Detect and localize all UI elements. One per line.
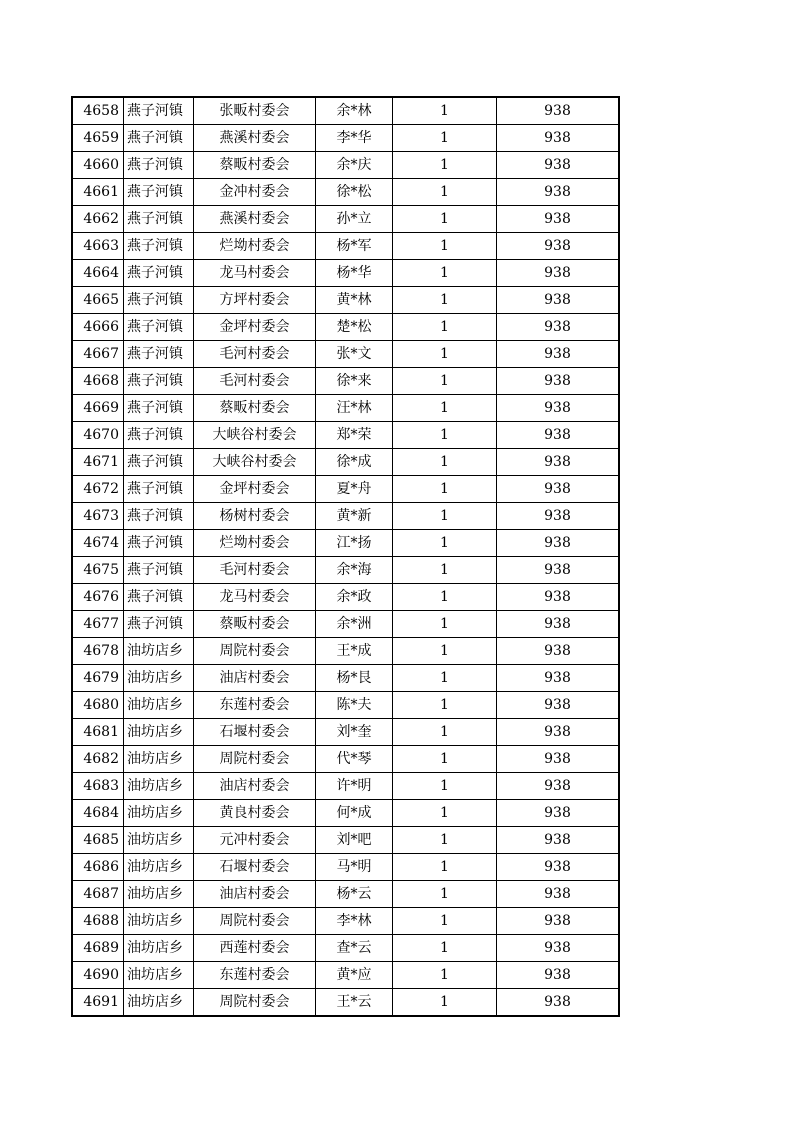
cell-town: 燕子河镇: [124, 584, 194, 611]
cell-quantity: 1: [393, 854, 497, 881]
table-row: [72, 368, 619, 395]
table-row: [72, 584, 619, 611]
cell-village: 油店村委会: [194, 773, 316, 800]
cell-name: 代*琴: [316, 746, 393, 773]
cell-town: 油坊店乡: [124, 773, 194, 800]
table-row: [72, 314, 619, 341]
cell-id: 4677: [72, 611, 124, 638]
table-row: [72, 908, 619, 935]
cell-id: 4678: [72, 638, 124, 665]
cell-id: 4683: [72, 773, 124, 800]
cell-quantity: 1: [393, 638, 497, 665]
cell-village: 金坪村委会: [194, 314, 316, 341]
cell-village: 石堰村委会: [194, 719, 316, 746]
cell-town: 油坊店乡: [124, 692, 194, 719]
cell-id: 4691: [72, 989, 124, 1017]
cell-name: 李*林: [316, 908, 393, 935]
cell-amount: 938: [497, 260, 620, 287]
cell-amount: 938: [497, 206, 620, 233]
cell-amount: 938: [497, 368, 620, 395]
cell-quantity: 1: [393, 935, 497, 962]
cell-amount: 938: [497, 908, 620, 935]
cell-town: 燕子河镇: [124, 449, 194, 476]
cell-quantity: 1: [393, 908, 497, 935]
cell-quantity: 1: [393, 746, 497, 773]
cell-id: 4686: [72, 854, 124, 881]
cell-name: 王*云: [316, 989, 393, 1017]
cell-id: 4679: [72, 665, 124, 692]
cell-name: 楚*松: [316, 314, 393, 341]
cell-town: 油坊店乡: [124, 638, 194, 665]
cell-id: 4663: [72, 233, 124, 260]
cell-quantity: 1: [393, 449, 497, 476]
cell-town: 油坊店乡: [124, 962, 194, 989]
cell-name: 黄*应: [316, 962, 393, 989]
table-row: [72, 152, 619, 179]
cell-quantity: 1: [393, 260, 497, 287]
cell-name: 徐*成: [316, 449, 393, 476]
cell-name: 杨*华: [316, 260, 393, 287]
cell-village: 石堰村委会: [194, 854, 316, 881]
cell-town: 燕子河镇: [124, 341, 194, 368]
cell-id: 4675: [72, 557, 124, 584]
cell-town: 油坊店乡: [124, 746, 194, 773]
cell-name: 江*扬: [316, 530, 393, 557]
cell-village: 周院村委会: [194, 989, 316, 1017]
cell-village: 龙马村委会: [194, 584, 316, 611]
table-row: [72, 962, 619, 989]
cell-id: 4680: [72, 692, 124, 719]
table-row: [72, 476, 619, 503]
cell-name: 余*林: [316, 97, 393, 125]
cell-village: 周院村委会: [194, 746, 316, 773]
cell-amount: 938: [497, 935, 620, 962]
cell-village: 毛河村委会: [194, 557, 316, 584]
table-row: [72, 800, 619, 827]
cell-village: 油店村委会: [194, 665, 316, 692]
cell-amount: 938: [497, 422, 620, 449]
cell-village: 金冲村委会: [194, 179, 316, 206]
cell-id: 4659: [72, 125, 124, 152]
cell-name: 何*成: [316, 800, 393, 827]
cell-quantity: 1: [393, 719, 497, 746]
table-row: [72, 773, 619, 800]
cell-village: 大峡谷村委会: [194, 449, 316, 476]
cell-village: 龙马村委会: [194, 260, 316, 287]
cell-town: 油坊店乡: [124, 908, 194, 935]
cell-name: 孙*立: [316, 206, 393, 233]
cell-id: 4690: [72, 962, 124, 989]
cell-id: 4670: [72, 422, 124, 449]
cell-amount: 938: [497, 152, 620, 179]
cell-id: 4658: [72, 97, 124, 125]
cell-village: 黄良村委会: [194, 800, 316, 827]
cell-id: 4662: [72, 206, 124, 233]
cell-id: 4688: [72, 908, 124, 935]
cell-amount: 938: [497, 395, 620, 422]
cell-amount: 938: [497, 665, 620, 692]
cell-id: 4685: [72, 827, 124, 854]
table-row: [72, 422, 619, 449]
table-row: [72, 125, 619, 152]
table-row: [72, 854, 619, 881]
cell-town: 油坊店乡: [124, 665, 194, 692]
cell-town: 燕子河镇: [124, 530, 194, 557]
cell-name: 李*华: [316, 125, 393, 152]
cell-id: 4687: [72, 881, 124, 908]
cell-quantity: 1: [393, 881, 497, 908]
table-row: [72, 746, 619, 773]
cell-village: 燕溪村委会: [194, 206, 316, 233]
cell-id: 4665: [72, 287, 124, 314]
cell-town: 燕子河镇: [124, 611, 194, 638]
cell-amount: 938: [497, 314, 620, 341]
cell-name: 马*明: [316, 854, 393, 881]
table-row: [72, 530, 619, 557]
cell-town: 燕子河镇: [124, 260, 194, 287]
cell-name: 王*成: [316, 638, 393, 665]
cell-name: 刘*奎: [316, 719, 393, 746]
cell-village: 周院村委会: [194, 638, 316, 665]
cell-amount: 938: [497, 719, 620, 746]
cell-name: 杨*艮: [316, 665, 393, 692]
cell-name: 余*洲: [316, 611, 393, 638]
cell-town: 燕子河镇: [124, 368, 194, 395]
cell-id: 4682: [72, 746, 124, 773]
cell-id: 4672: [72, 476, 124, 503]
cell-id: 4684: [72, 800, 124, 827]
cell-village: 大峡谷村委会: [194, 422, 316, 449]
cell-quantity: 1: [393, 422, 497, 449]
cell-name: 徐*来: [316, 368, 393, 395]
table-body: [72, 97, 619, 1016]
cell-amount: 938: [497, 287, 620, 314]
table-row: [72, 665, 619, 692]
cell-amount: 938: [497, 97, 620, 125]
cell-quantity: 1: [393, 125, 497, 152]
cell-quantity: 1: [393, 233, 497, 260]
cell-village: 毛河村委会: [194, 368, 316, 395]
cell-name: 陈*夫: [316, 692, 393, 719]
cell-amount: 938: [497, 827, 620, 854]
cell-id: 4668: [72, 368, 124, 395]
cell-quantity: 1: [393, 773, 497, 800]
cell-village: 杨树村委会: [194, 503, 316, 530]
cell-id: 4667: [72, 341, 124, 368]
cell-amount: 938: [497, 962, 620, 989]
cell-quantity: 1: [393, 152, 497, 179]
cell-town: 油坊店乡: [124, 989, 194, 1017]
cell-village: 油店村委会: [194, 881, 316, 908]
table-row: [72, 935, 619, 962]
cell-quantity: 1: [393, 179, 497, 206]
cell-village: 东莲村委会: [194, 962, 316, 989]
cell-town: 油坊店乡: [124, 800, 194, 827]
cell-village: 毛河村委会: [194, 341, 316, 368]
cell-amount: 938: [497, 692, 620, 719]
cell-village: 蔡畈村委会: [194, 395, 316, 422]
cell-amount: 938: [497, 611, 620, 638]
cell-name: 黄*新: [316, 503, 393, 530]
cell-town: 燕子河镇: [124, 503, 194, 530]
cell-quantity: 1: [393, 665, 497, 692]
cell-quantity: 1: [393, 989, 497, 1017]
cell-amount: 938: [497, 800, 620, 827]
table-row: [72, 719, 619, 746]
cell-quantity: 1: [393, 557, 497, 584]
cell-amount: 938: [497, 530, 620, 557]
cell-id: 4660: [72, 152, 124, 179]
cell-village: 蔡畈村委会: [194, 611, 316, 638]
table-row: [72, 260, 619, 287]
cell-amount: 938: [497, 989, 620, 1017]
cell-town: 油坊店乡: [124, 935, 194, 962]
cell-village: 金坪村委会: [194, 476, 316, 503]
cell-village: 西莲村委会: [194, 935, 316, 962]
cell-village: 周院村委会: [194, 908, 316, 935]
cell-quantity: 1: [393, 395, 497, 422]
cell-id: 4689: [72, 935, 124, 962]
cell-village: 燕溪村委会: [194, 125, 316, 152]
cell-amount: 938: [497, 746, 620, 773]
cell-quantity: 1: [393, 503, 497, 530]
cell-name: 黄*林: [316, 287, 393, 314]
cell-id: 4664: [72, 260, 124, 287]
table-row: [72, 503, 619, 530]
cell-amount: 938: [497, 881, 620, 908]
cell-name: 余*庆: [316, 152, 393, 179]
cell-village: 东莲村委会: [194, 692, 316, 719]
cell-id: 4676: [72, 584, 124, 611]
cell-quantity: 1: [393, 827, 497, 854]
cell-village: 方坪村委会: [194, 287, 316, 314]
cell-amount: 938: [497, 179, 620, 206]
cell-quantity: 1: [393, 476, 497, 503]
cell-quantity: 1: [393, 584, 497, 611]
table-row: [72, 449, 619, 476]
table-row: [72, 557, 619, 584]
cell-town: 燕子河镇: [124, 125, 194, 152]
cell-village: 蔡畈村委会: [194, 152, 316, 179]
table-row: [72, 827, 619, 854]
cell-town: 油坊店乡: [124, 881, 194, 908]
table-row: [72, 881, 619, 908]
cell-name: 张*文: [316, 341, 393, 368]
cell-amount: 938: [497, 341, 620, 368]
cell-quantity: 1: [393, 97, 497, 125]
cell-id: 4671: [72, 449, 124, 476]
data-table: [71, 96, 620, 1017]
cell-town: 燕子河镇: [124, 395, 194, 422]
cell-name: 查*云: [316, 935, 393, 962]
cell-amount: 938: [497, 854, 620, 881]
table-row: [72, 989, 619, 1017]
table-row: [72, 206, 619, 233]
cell-town: 燕子河镇: [124, 287, 194, 314]
cell-id: 4669: [72, 395, 124, 422]
cell-amount: 938: [497, 584, 620, 611]
cell-quantity: 1: [393, 368, 497, 395]
cell-amount: 938: [497, 476, 620, 503]
cell-amount: 938: [497, 557, 620, 584]
cell-amount: 938: [497, 773, 620, 800]
cell-quantity: 1: [393, 287, 497, 314]
table-row: [72, 611, 619, 638]
cell-quantity: 1: [393, 962, 497, 989]
table-row: [72, 692, 619, 719]
table-row: [72, 341, 619, 368]
table-row: [72, 97, 619, 125]
cell-village: 烂坳村委会: [194, 530, 316, 557]
cell-quantity: 1: [393, 800, 497, 827]
cell-amount: 938: [497, 503, 620, 530]
cell-town: 燕子河镇: [124, 97, 194, 125]
table-row: [72, 287, 619, 314]
cell-town: 燕子河镇: [124, 557, 194, 584]
cell-quantity: 1: [393, 530, 497, 557]
cell-name: 郑*荣: [316, 422, 393, 449]
cell-town: 燕子河镇: [124, 233, 194, 260]
cell-id: 4681: [72, 719, 124, 746]
table-row: [72, 638, 619, 665]
cell-village: 元冲村委会: [194, 827, 316, 854]
cell-name: 夏*舟: [316, 476, 393, 503]
cell-name: 许*明: [316, 773, 393, 800]
cell-town: 燕子河镇: [124, 422, 194, 449]
cell-name: 余*海: [316, 557, 393, 584]
cell-quantity: 1: [393, 692, 497, 719]
cell-amount: 938: [497, 638, 620, 665]
cell-quantity: 1: [393, 341, 497, 368]
cell-amount: 938: [497, 449, 620, 476]
cell-id: 4673: [72, 503, 124, 530]
cell-town: 燕子河镇: [124, 314, 194, 341]
cell-town: 燕子河镇: [124, 206, 194, 233]
cell-quantity: 1: [393, 314, 497, 341]
cell-village: 烂坳村委会: [194, 233, 316, 260]
cell-town: 燕子河镇: [124, 152, 194, 179]
cell-name: 汪*林: [316, 395, 393, 422]
cell-name: 刘*吧: [316, 827, 393, 854]
cell-amount: 938: [497, 233, 620, 260]
cell-village: 张畈村委会: [194, 97, 316, 125]
cell-town: 油坊店乡: [124, 854, 194, 881]
cell-name: 杨*云: [316, 881, 393, 908]
cell-quantity: 1: [393, 206, 497, 233]
cell-id: 4666: [72, 314, 124, 341]
cell-town: 油坊店乡: [124, 719, 194, 746]
cell-town: 燕子河镇: [124, 476, 194, 503]
cell-id: 4661: [72, 179, 124, 206]
cell-name: 余*政: [316, 584, 393, 611]
cell-name: 杨*军: [316, 233, 393, 260]
cell-town: 油坊店乡: [124, 827, 194, 854]
table-row: [72, 233, 619, 260]
cell-id: 4674: [72, 530, 124, 557]
cell-quantity: 1: [393, 611, 497, 638]
table-row: [72, 395, 619, 422]
cell-amount: 938: [497, 125, 620, 152]
cell-name: 徐*松: [316, 179, 393, 206]
cell-town: 燕子河镇: [124, 179, 194, 206]
table-row: [72, 179, 619, 206]
